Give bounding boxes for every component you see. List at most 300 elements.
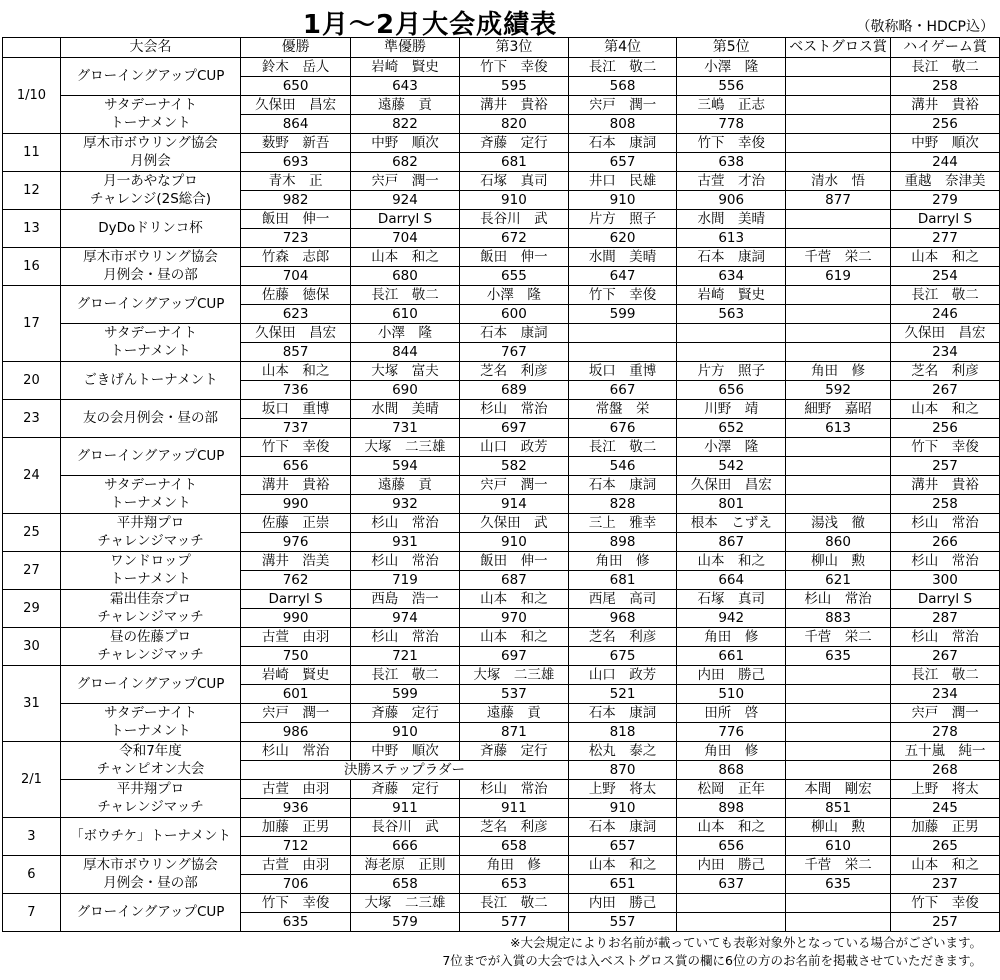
player-score: 680 <box>351 267 460 286</box>
player-name: 細野 嘉昭 <box>786 400 891 419</box>
player-name: 坂口 重博 <box>241 400 351 419</box>
player-score: 666 <box>351 837 460 856</box>
player-name: 三嶋 正志 <box>677 96 786 115</box>
date-cell: 1/10 <box>3 58 61 134</box>
player-name: 山本 和之 <box>459 628 568 647</box>
player-score: 697 <box>459 419 568 438</box>
player-score: 667 <box>568 381 676 400</box>
player-score: 556 <box>677 77 786 96</box>
tournament-name-cell <box>60 552 240 590</box>
player-name: 山本 和之 <box>351 248 460 267</box>
tournament-name-line: 「ボウチケ」トーナメント <box>70 828 231 844</box>
tournament-name-line: 月例会・昼の部 <box>103 875 198 892</box>
player-score: 867 <box>677 533 786 552</box>
header-4th: 第4位 <box>568 38 676 58</box>
player-name: 長江 敬二 <box>459 894 568 913</box>
player-score: 910 <box>568 191 676 210</box>
player-score: 687 <box>459 571 568 590</box>
player-name: 大塚 二三雄 <box>459 666 568 685</box>
player-name <box>786 324 891 343</box>
table-row <box>3 628 1000 647</box>
tournament-name-line: 月例会・昼の部 <box>103 267 198 284</box>
player-name <box>786 704 891 723</box>
player-score: 245 <box>890 799 999 818</box>
page-title: 1月～2月大会成績表 <box>302 10 558 40</box>
player-name <box>568 324 676 343</box>
player-name: 千菅 栄二 <box>786 628 891 647</box>
player-score <box>786 761 891 780</box>
table-row <box>3 552 1000 571</box>
tournament-name-line: チャレンジマッチ <box>97 647 204 664</box>
player-score: 656 <box>677 837 786 856</box>
player-score: 619 <box>786 267 891 286</box>
player-score: 661 <box>677 647 786 666</box>
player-score: 300 <box>890 571 999 590</box>
player-score: 970 <box>459 609 568 628</box>
player-name: 岩崎 賢史 <box>241 666 351 685</box>
player-score: 613 <box>677 229 786 248</box>
header-date <box>3 38 61 58</box>
player-name <box>786 134 891 153</box>
player-name: 長江 敬二 <box>890 286 999 305</box>
player-score: 546 <box>568 457 676 476</box>
player-score: 234 <box>890 685 999 704</box>
player-score: 635 <box>786 875 891 894</box>
player-name: 斉藤 定行 <box>351 704 460 723</box>
player-name <box>786 742 891 761</box>
tournament-name-line: サタデーナイト <box>104 324 197 341</box>
player-name: 柳山 勲 <box>786 552 891 571</box>
player-name: 上野 将太 <box>890 780 999 799</box>
player-score: 860 <box>786 533 891 552</box>
date-cell: 7 <box>3 894 61 932</box>
player-name: 山本 和之 <box>568 856 676 875</box>
tournament-name <box>61 324 240 361</box>
player-score: 857 <box>241 343 351 362</box>
player-score <box>568 343 676 362</box>
player-name: 千菅 栄二 <box>786 248 891 267</box>
player-name: 片方 照子 <box>568 210 676 229</box>
player-score: 723 <box>241 229 351 248</box>
header-best-gross: ベストグロス賞 <box>786 38 891 58</box>
player-name: Darryl S <box>241 590 351 609</box>
tournament-name-cell <box>60 362 240 400</box>
player-name: 斉藤 定行 <box>351 780 460 799</box>
player-name: 佐藤 徳保 <box>241 286 351 305</box>
player-name: 久保田 昌宏 <box>241 96 351 115</box>
header-3rd: 第3位 <box>459 38 568 58</box>
player-score: 990 <box>241 609 351 628</box>
tournament-name-cell <box>60 590 240 628</box>
date-cell: 13 <box>3 210 61 248</box>
player-name: 長江 敬二 <box>568 58 676 77</box>
player-name: 芝名 利彦 <box>568 628 676 647</box>
tournament-name-cell <box>60 438 240 476</box>
player-name: 杉山 常治 <box>459 400 568 419</box>
player-name: 石塚 真司 <box>677 590 786 609</box>
player-name: 山本 和之 <box>890 856 999 875</box>
player-name <box>786 438 891 457</box>
player-score: 257 <box>890 913 999 932</box>
player-score: 234 <box>890 343 999 362</box>
player-name: 杉山 常治 <box>786 590 891 609</box>
tournament-name-cell <box>60 210 240 248</box>
header-row <box>3 38 1000 58</box>
player-name: 片方 照子 <box>677 362 786 381</box>
player-name: 久保田 昌宏 <box>241 324 351 343</box>
player-score <box>786 723 891 742</box>
player-name: 溝井 浩美 <box>241 552 351 571</box>
table-row <box>3 172 1000 191</box>
player-score: 258 <box>890 495 999 514</box>
tournament-name-cell <box>60 742 240 780</box>
tournament-name-line: トーナメント <box>110 495 191 512</box>
tournament-name-line: 友の会月例会・昼の部 <box>83 410 219 426</box>
player-name: 角田 修 <box>786 362 891 381</box>
player-name: 長江 敬二 <box>890 58 999 77</box>
player-score: 910 <box>459 533 568 552</box>
player-name: 角田 修 <box>677 628 786 647</box>
player-score: 655 <box>459 267 568 286</box>
player-name: 小澤 隆 <box>677 438 786 457</box>
player-score: 610 <box>351 305 460 324</box>
tournament-name <box>61 894 240 931</box>
player-name: 内田 勝己 <box>677 666 786 685</box>
tournament-name-line: チャレンジマッチ <box>97 799 204 816</box>
tournament-name-line: 厚木市ボウリング協会 <box>83 248 218 265</box>
tournament-name-line: トーナメント <box>110 343 191 360</box>
tournament-name-cell <box>60 324 240 362</box>
handicap-note: （敬称略・HDCP込） <box>856 19 994 35</box>
player-score: 246 <box>890 305 999 324</box>
player-name: 本間 剛宏 <box>786 780 891 799</box>
player-name: 西尾 高司 <box>568 590 676 609</box>
player-name: 山口 政芳 <box>568 666 676 685</box>
player-name: 小澤 隆 <box>677 58 786 77</box>
player-name: 重越 奈津美 <box>890 172 999 191</box>
tournament-name-cell <box>60 666 240 704</box>
player-score: 267 <box>890 381 999 400</box>
tournament-name-cell <box>60 172 240 210</box>
tournament-name-cell <box>60 628 240 666</box>
tournament-name-line: グローイングアップCUP <box>76 676 225 692</box>
player-score: 256 <box>890 419 999 438</box>
player-score: 268 <box>890 761 999 780</box>
player-name: 斉藤 定行 <box>459 134 568 153</box>
tournament-name-cell <box>60 248 240 286</box>
player-name: 山本 和之 <box>677 818 786 837</box>
tournament-name-line: チャレンジ(2S総合) <box>89 191 212 208</box>
player-name: 山本 和之 <box>890 248 999 267</box>
tournament-name <box>61 438 240 475</box>
player-score: 658 <box>351 875 460 894</box>
player-name: 杉山 常治 <box>459 780 568 799</box>
player-score <box>786 77 891 96</box>
player-name <box>677 894 786 913</box>
player-score: 265 <box>890 837 999 856</box>
tournament-name-cell <box>60 818 240 856</box>
player-name: 長江 敬二 <box>351 666 460 685</box>
player-score: 931 <box>351 533 460 552</box>
player-name: 西島 浩一 <box>351 590 460 609</box>
tournament-name <box>61 134 240 171</box>
player-name <box>786 476 891 495</box>
player-score: 601 <box>241 685 351 704</box>
table-row <box>3 96 1000 115</box>
table-row <box>3 324 1000 343</box>
player-name: 小澤 隆 <box>459 286 568 305</box>
player-name: 松丸 泰之 <box>568 742 676 761</box>
player-name: 宍戸 潤一 <box>241 704 351 723</box>
player-name: 水間 美晴 <box>568 248 676 267</box>
player-score: 287 <box>890 609 999 628</box>
player-name: 柳山 勲 <box>786 818 891 837</box>
player-score: 942 <box>677 609 786 628</box>
player-score: 693 <box>241 153 351 172</box>
player-score: 910 <box>459 191 568 210</box>
player-score: 676 <box>568 419 676 438</box>
player-score: 638 <box>677 153 786 172</box>
player-name: 芝名 利彦 <box>459 362 568 381</box>
player-score: 828 <box>568 495 676 514</box>
tournament-name-line: チャンピオン大会 <box>96 761 205 778</box>
player-score: 577 <box>459 913 568 932</box>
date-cell: 6 <box>3 856 61 894</box>
player-score <box>786 685 891 704</box>
player-name: 石本 康詞 <box>568 134 676 153</box>
table-row <box>3 818 1000 837</box>
player-score: 682 <box>351 153 460 172</box>
player-score: 600 <box>459 305 568 324</box>
tournament-name-line: チャレンジマッチ <box>97 533 204 550</box>
table-row <box>3 590 1000 609</box>
tournament-name-line: 月例会 <box>130 153 171 170</box>
footer-notes <box>442 934 982 970</box>
player-score: 557 <box>568 913 676 932</box>
tournament-name <box>61 780 240 817</box>
player-score: 750 <box>241 647 351 666</box>
player-score: 721 <box>351 647 460 666</box>
date-cell: 3 <box>3 818 61 856</box>
player-name: 小澤 隆 <box>351 324 460 343</box>
header-tournament: 大会名 <box>60 38 240 58</box>
tournament-name-cell <box>60 286 240 324</box>
player-score: 613 <box>786 419 891 438</box>
tournament-name-line: サタデーナイト <box>104 476 197 493</box>
player-score: 610 <box>786 837 891 856</box>
player-name: 三上 雅幸 <box>568 514 676 533</box>
player-name: 竹下 幸俊 <box>890 438 999 457</box>
player-name: 角田 修 <box>677 742 786 761</box>
player-score: 653 <box>459 875 568 894</box>
table-row <box>3 514 1000 533</box>
player-score: 658 <box>459 837 568 856</box>
player-name: 坂口 重博 <box>568 362 676 381</box>
tournament-name-line: 平井翔プロ <box>116 780 185 797</box>
player-name: 山本 和之 <box>677 552 786 571</box>
table-row <box>3 780 1000 799</box>
player-score <box>786 343 891 362</box>
tournament-name-line: サタデーナイト <box>104 704 197 721</box>
player-score: 767 <box>459 343 568 362</box>
player-name: 宍戸 潤一 <box>568 96 676 115</box>
player-score: 257 <box>890 457 999 476</box>
player-score: 542 <box>677 457 786 476</box>
player-score: 851 <box>786 799 891 818</box>
player-score: 704 <box>351 229 460 248</box>
player-score: 635 <box>786 647 891 666</box>
player-name: 杉山 常治 <box>241 742 351 761</box>
player-name: 斉藤 定行 <box>459 742 568 761</box>
player-name: 竹下 幸俊 <box>241 894 351 913</box>
player-score: 595 <box>459 77 568 96</box>
date-cell: 23 <box>3 400 61 438</box>
results-table <box>2 37 1000 932</box>
player-score: 656 <box>677 381 786 400</box>
player-name: 中野 順次 <box>351 134 460 153</box>
player-score: 568 <box>568 77 676 96</box>
player-name: 井口 民雄 <box>568 172 676 191</box>
player-score: 801 <box>677 495 786 514</box>
tournament-name-line: 霜出佳奈プロ <box>110 590 192 607</box>
player-name: 岩崎 賢史 <box>351 58 460 77</box>
table-row <box>3 362 1000 381</box>
player-score: 266 <box>890 533 999 552</box>
player-score: 582 <box>459 457 568 476</box>
player-score: 898 <box>677 799 786 818</box>
player-name: 水間 美晴 <box>677 210 786 229</box>
player-name: 杉山 常治 <box>351 514 460 533</box>
date-cell: 27 <box>3 552 61 590</box>
final-stepladder-label: 決勝ステップラダー <box>241 761 569 780</box>
player-name: 長江 敬二 <box>351 286 460 305</box>
player-score: 537 <box>459 685 568 704</box>
player-name: 中野 順次 <box>351 742 460 761</box>
tournament-name <box>61 666 240 703</box>
player-score: 822 <box>351 115 460 134</box>
tournament-name <box>61 704 240 741</box>
player-score: 883 <box>786 609 891 628</box>
player-name <box>786 58 891 77</box>
tournament-name <box>61 628 240 665</box>
player-score: 521 <box>568 685 676 704</box>
player-score: 719 <box>351 571 460 590</box>
player-name: 内田 勝己 <box>677 856 786 875</box>
player-name: 内田 勝己 <box>568 894 676 913</box>
player-score: 820 <box>459 115 568 134</box>
tournament-name-line: グローイングアップCUP <box>76 448 225 464</box>
player-score: 634 <box>677 267 786 286</box>
player-name <box>786 286 891 305</box>
tournament-name-line: グローイングアップCUP <box>76 904 225 920</box>
date-cell: 29 <box>3 590 61 628</box>
player-name: 杉山 常治 <box>890 628 999 647</box>
player-name: 遠藤 貢 <box>351 96 460 115</box>
tournament-name-line: チャレンジマッチ <box>97 609 204 626</box>
date-cell: 25 <box>3 514 61 552</box>
tournament-name-line: ワンドロップ <box>110 552 191 569</box>
player-name: 山本 和之 <box>890 400 999 419</box>
player-name: 溝井 貴裕 <box>459 96 568 115</box>
player-name: 長谷川 武 <box>459 210 568 229</box>
player-score: 279 <box>890 191 999 210</box>
player-name: 古萱 由羽 <box>241 856 351 875</box>
player-name: 常盤 栄 <box>568 400 676 419</box>
player-score: 621 <box>786 571 891 590</box>
header-5th: 第5位 <box>677 38 786 58</box>
player-score: 911 <box>459 799 568 818</box>
tournament-name-line: DyDoドリンコ杯 <box>98 220 203 236</box>
player-name: 竹下 幸俊 <box>241 438 351 457</box>
player-name: 石塚 真司 <box>459 172 568 191</box>
header-winner: 優勝 <box>241 38 351 58</box>
player-score: 864 <box>241 115 351 134</box>
player-score <box>786 913 891 932</box>
player-score: 871 <box>459 723 568 742</box>
tournament-name <box>61 590 240 627</box>
tournament-name-line: トーナメント <box>110 571 191 588</box>
player-score: 635 <box>241 913 351 932</box>
tournament-name-line: グローイングアップCUP <box>76 68 225 84</box>
tournament-name <box>61 286 240 323</box>
table-row <box>3 438 1000 457</box>
player-score: 277 <box>890 229 999 248</box>
player-score: 651 <box>568 875 676 894</box>
player-name: 佐藤 正崇 <box>241 514 351 533</box>
tournament-name-line: ごきげんトーナメント <box>83 372 218 388</box>
player-name: 田所 啓 <box>677 704 786 723</box>
player-name: 飯田 伸一 <box>459 248 568 267</box>
tournament-name-line: トーナメント <box>110 115 191 132</box>
tournament-name-cell <box>60 58 240 96</box>
tournament-name <box>61 58 240 95</box>
player-name: 山本 和之 <box>459 590 568 609</box>
player-score: 731 <box>351 419 460 438</box>
player-name: 石本 康詞 <box>677 248 786 267</box>
player-score: 868 <box>677 761 786 780</box>
player-score <box>786 153 891 172</box>
player-score: 704 <box>241 267 351 286</box>
player-name: 大塚 二三雄 <box>351 438 460 457</box>
player-score <box>786 305 891 324</box>
player-score: 623 <box>241 305 351 324</box>
player-score: 681 <box>459 153 568 172</box>
player-score: 657 <box>568 153 676 172</box>
tournament-name-line: トーナメント <box>110 723 191 740</box>
player-name: 古萱 由羽 <box>241 780 351 799</box>
tournament-name-line: 厚木市ボウリング協会 <box>83 856 218 873</box>
player-score: 258 <box>890 77 999 96</box>
player-name: 芝名 利彦 <box>459 818 568 837</box>
player-score: 637 <box>677 875 786 894</box>
player-score: 877 <box>786 191 891 210</box>
table-row <box>3 666 1000 685</box>
player-name: 久保田 武 <box>459 514 568 533</box>
player-score: 776 <box>677 723 786 742</box>
player-name: 五十嵐 純一 <box>890 742 999 761</box>
player-score: 620 <box>568 229 676 248</box>
player-name: 石本 康詞 <box>568 704 676 723</box>
tournament-name-line: グローイングアップCUP <box>76 296 225 312</box>
player-score: 599 <box>351 685 460 704</box>
date-cell: 30 <box>3 628 61 666</box>
tournament-name-cell <box>60 134 240 172</box>
player-name: 杉山 常治 <box>890 514 999 533</box>
player-name: 松岡 正年 <box>677 780 786 799</box>
player-name: 大塚 二三雄 <box>351 894 460 913</box>
player-score: 986 <box>241 723 351 742</box>
tournament-name <box>61 552 240 589</box>
